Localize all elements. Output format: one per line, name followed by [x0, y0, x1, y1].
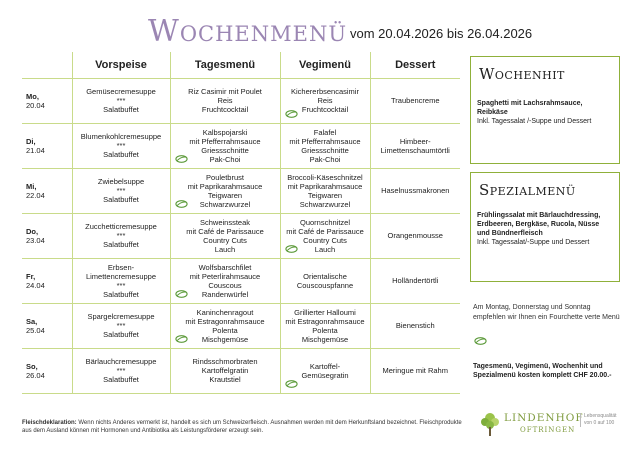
vorspeise-cell-line: *** [116, 366, 126, 375]
wochenhit-extra: Inkl. Tagessalat /-Suppe und Dessert [477, 118, 592, 125]
vegimenu-cell [280, 168, 370, 213]
tagesmenu-cell-line: Wolfsbarschfilet [198, 262, 252, 272]
day-cell [22, 348, 72, 393]
day-date: 21.04 [26, 145, 45, 155]
vegimenu-cell-line: Teigwaren [307, 190, 343, 200]
vorspeise-cell-line: Salatbuffet [103, 289, 139, 299]
tagesmenu-cell [170, 348, 280, 393]
tagesmenu-cell-line: mit Paprikarahmsauce [187, 181, 263, 191]
vegimenu-cell-line: Polenta [312, 325, 338, 335]
vorspeise-cell-line: Erbsen- [107, 262, 135, 272]
vegimenu-cell-line: Gemüsegratin [301, 370, 349, 380]
fourchette-verte-icon [175, 334, 188, 344]
tagesmenu-cell-line: Teigwaren [207, 190, 243, 200]
day-date: 26.04 [26, 370, 45, 380]
day-name: So, [26, 361, 38, 371]
day-date: 24.04 [26, 280, 45, 290]
vorspeise-cell-line: Blumenkohlcremesuppe [80, 132, 162, 141]
tagesmenu-cell-line: Reis [217, 96, 233, 105]
dessert-cell-line: Traubencreme [391, 96, 440, 105]
tagesmenu-cell-line: Couscous [208, 280, 242, 290]
day-cell [22, 123, 72, 168]
tagesmenu-cell-line: Pak-Choi [209, 154, 241, 164]
day-cell [22, 78, 72, 123]
vegimenu-cell-line: Lauch [314, 244, 336, 254]
vorspeise-cell-line: Salatbuffet [103, 330, 139, 339]
dessert-cell [370, 78, 460, 123]
spezialmenu-extra: Inkl. Tagessalat/-Suppe und Dessert [477, 239, 590, 246]
logo-tagline [580, 413, 617, 427]
dessert-cell-line: Orangenmousse [387, 231, 443, 240]
day-name: Di, [26, 136, 36, 146]
vegimenu-cell [280, 258, 370, 303]
dessert-cell-line: Meringue mit Rahm [382, 366, 448, 375]
vegimenu-cell-line: mit Pfefferrahmsauce [289, 136, 361, 146]
tagesmenu-cell-line: Griessschnitte [201, 145, 249, 155]
tagesmenu-cell [170, 78, 280, 123]
price-note: Tagesmenü, Vegimenü, Wochenhit und Spezialmenü kosten komplett CHF 20.00.- [473, 363, 612, 379]
logo-tagline-2: von 0 auf 100 [584, 420, 615, 426]
tagesmenu-cell-line: Pouletbrust [206, 172, 244, 182]
tagesmenu-cell-line: Riz Casimir mit Poulet [188, 87, 262, 96]
tagesmenu-cell [170, 213, 280, 258]
date-range: vom 20.04.2026 bis 26.04.2026 [350, 26, 533, 41]
column-header-vegimenu: Vegimenü [280, 52, 370, 78]
tagesmenu-cell-line: Country Cuts [203, 235, 247, 245]
wochenhit-body [471, 99, 619, 126]
tagesmenu-cell-line: mit Estragonrahmsauce [185, 316, 265, 326]
logo-name: LINDENHOF [504, 412, 584, 424]
vegimenu-cell-line: Fruchtcocktail [301, 105, 349, 114]
vorspeise-cell [72, 303, 170, 348]
vegimenu-cell-line: Pak-Choi [309, 154, 341, 164]
tagesmenu-cell-line: Kartoffelgratin [201, 366, 249, 375]
tagesmenu-cell-line: mit Café de Parissauce [186, 226, 264, 236]
vegimenu-cell-line: Griessschnitte [301, 145, 349, 155]
day-cell [22, 258, 72, 303]
vegimenu-cell-line: Reis [317, 96, 333, 105]
tagesmenu-cell [170, 123, 280, 168]
vorspeise-cell-line: *** [116, 141, 126, 150]
vegimenu-cell [280, 78, 370, 123]
column-header-dessert: Dessert [370, 52, 460, 78]
vorspeise-cell-line: Salatbuffet [103, 195, 139, 204]
tagesmenu-cell [170, 168, 280, 213]
vorspeise-cell [72, 168, 170, 213]
vorspeise-cell-line: Zucchetticremesuppe [85, 222, 157, 231]
dessert-cell [370, 258, 460, 303]
wochenhit-box [470, 56, 620, 164]
table-row [22, 303, 460, 348]
vegimenu-cell [280, 123, 370, 168]
tagesmenu-cell-line: Kaninchenragout [196, 307, 254, 317]
vegimenu-cell-line: mit Estragonrahmsauce [285, 316, 365, 326]
spezialmenu-title: Spezialmenü [479, 181, 576, 199]
tagesmenu-cell-line: mit Pfefferrahmsauce [189, 136, 261, 146]
tagesmenu-cell-line: Rindsschmorbraten [192, 357, 258, 366]
logo-place: OFTRINGEN [520, 426, 576, 434]
dessert-cell-line: Limettenschaumtörtli [380, 145, 450, 155]
tagesmenu-cell [170, 303, 280, 348]
vegimenu-cell-line: Grillierter Halloumi [294, 307, 356, 317]
vorspeise-cell-line: Zwiebelsuppe [97, 177, 145, 186]
table-row [22, 258, 460, 303]
day-date: 20.04 [26, 100, 45, 110]
tree-logo-icon [478, 410, 502, 438]
fourchette-verte-icon [175, 289, 188, 299]
vegimenu-cell-line: Kichererbsencasimir [291, 87, 359, 96]
vegimenu-cell-line: Quornschnitzel [299, 217, 351, 227]
meat-declaration-label: Fleischdeklaration: [22, 420, 77, 426]
fourchette-verte-icon [285, 244, 298, 254]
spezialmenu-dish: Frühlingssalat mit Bärlauchdressing, Erdbeeren, Bergkäse, Rucola, Nüsse und Bündnerfleisch [477, 212, 601, 237]
vorspeise-cell-line: Spargelcremesuppe [87, 312, 155, 321]
vorspeise-cell-line: *** [116, 186, 126, 195]
vorspeise-cell-line: *** [116, 96, 126, 105]
dessert-cell-line: Bienenstich [395, 321, 435, 330]
column-header-vorspeise: Vorspeise [72, 52, 170, 78]
vorspeise-cell-line: Salatbuffet [103, 240, 139, 249]
fourchette-verte-icon [175, 199, 188, 209]
wochenhit-title: Wochenhit [479, 65, 565, 83]
day-name: Do, [26, 226, 39, 236]
spezialmenu-box [470, 172, 620, 282]
day-cell [22, 303, 72, 348]
day-column-header [22, 52, 72, 78]
table-row [22, 123, 460, 168]
meat-declaration-text: Wenn nichts Anderes vermerkt ist, handelt es sich um Schweizerfleisch. Ausnahmen werden mit dem Herkunftsland bezeichnet. Fleischprodukte aus dem Ausland können mit Hormonen und Antibiotika als Leistungsförderer erzeugt sein. [22, 420, 462, 434]
tagesmenu-cell-line: Schwarzwurzel [199, 199, 251, 209]
menu-body [22, 78, 460, 393]
vorspeise-cell [72, 213, 170, 258]
fourchette-verte-icon [175, 154, 188, 164]
meat-declaration [22, 419, 462, 435]
vegimenu-cell-line: Schwarzwurzel [299, 199, 351, 209]
vegimenu-cell-line: mit Café de Parissauce [286, 226, 364, 236]
vegimenu-cell [280, 303, 370, 348]
vorspeise-cell-line: Limettencremesuppe [85, 271, 157, 281]
table-row [22, 168, 460, 213]
day-cell [22, 213, 72, 258]
tagesmenu-cell-line: Kalbspojarski [202, 127, 248, 137]
fourchette-info: Am Montag, Donnerstag und Sonntag empfehlen wir Ihnen ein Fourchette verte Menü [473, 304, 620, 321]
vegimenu-cell-line: Orientalische [303, 271, 347, 281]
dessert-cell-line: Himbeer- [399, 136, 431, 146]
tagesmenu-cell-line: Krautstiel [209, 375, 241, 384]
tagesmenu-cell-line: Lauch [214, 244, 236, 254]
vorspeise-cell-line: *** [116, 321, 126, 330]
wochenhit-dish: Spaghetti mit Lachsrahmsauce, Reibkäse [477, 100, 583, 116]
logo-tagline-1: Lebensqualität [584, 413, 617, 419]
day-name: Mo, [26, 91, 39, 101]
vorspeise-cell-line: *** [116, 231, 126, 240]
vorspeise-cell-line: Bärlauchcremesuppe [85, 357, 157, 366]
vegimenu-cell-line: Country Cuts [303, 235, 347, 245]
dessert-cell [370, 303, 460, 348]
dessert-cell [370, 213, 460, 258]
fourchette-verte-icon [285, 109, 298, 119]
vorspeise-cell-line: Salatbuffet [103, 375, 139, 384]
vorspeise-cell-line: *** [116, 280, 126, 290]
tagesmenu-cell-line: Fruchtcocktail [201, 105, 249, 114]
vorspeise-cell-line: Salatbuffet [103, 105, 139, 114]
page-title: Wochenmenü [148, 14, 348, 49]
day-cell [22, 168, 72, 213]
day-date: 22.04 [26, 190, 45, 200]
dessert-cell [370, 168, 460, 213]
day-name: Sa, [26, 316, 38, 326]
tagesmenu-cell-line: Mischgemüse [201, 334, 249, 344]
vegimenu-cell [280, 213, 370, 258]
vorspeise-cell [72, 258, 170, 303]
day-name: Fr, [26, 271, 36, 281]
menu-table [22, 52, 460, 394]
vegimenu-cell-line: Mischgemüse [301, 334, 349, 344]
day-date: 23.04 [26, 235, 45, 245]
tagesmenu-cell-line: Polenta [212, 325, 238, 335]
column-header-tagesmenu: Tagesmenü [170, 52, 280, 78]
table-row [22, 348, 460, 393]
fourchette-verte-icon [474, 336, 487, 346]
spezialmenu-body [471, 211, 619, 247]
fourchette-verte-icon [285, 379, 298, 389]
vegimenu-cell [280, 348, 370, 393]
vorspeise-cell-line: Gemüsecremesuppe [86, 87, 156, 96]
vegimenu-cell-line: Falafel [313, 127, 337, 137]
dessert-cell-line: Holländertörtli [392, 276, 439, 285]
vorspeise-cell [72, 348, 170, 393]
tagesmenu-cell-line: mit Peterlirahmsauce [189, 271, 261, 281]
vegimenu-cell-line: Couscouspfanne [296, 280, 354, 290]
table-row [22, 78, 460, 123]
tagesmenu-cell [170, 258, 280, 303]
tagesmenu-cell-line: Schweinssteak [199, 217, 251, 227]
vorspeise-cell-line: Salatbuffet [103, 150, 139, 159]
vegimenu-cell-line: mit Paprikarahmsauce [287, 181, 363, 191]
dessert-cell [370, 348, 460, 393]
dessert-cell [370, 123, 460, 168]
vegimenu-cell-line: Broccoli-Käseschnitzel [287, 172, 363, 182]
tagesmenu-cell-line: Randenwürfel [201, 289, 249, 299]
vorspeise-cell [72, 123, 170, 168]
vegimenu-cell-line: Kartoffel- [309, 361, 341, 371]
day-date: 25.04 [26, 325, 45, 335]
lindenhof-logo [476, 408, 626, 440]
vorspeise-cell [72, 78, 170, 123]
menu-header-row [22, 52, 460, 78]
table-row [22, 213, 460, 258]
day-name: Mi, [26, 181, 37, 191]
dessert-cell-line: Haselnussmakronen [381, 186, 450, 195]
